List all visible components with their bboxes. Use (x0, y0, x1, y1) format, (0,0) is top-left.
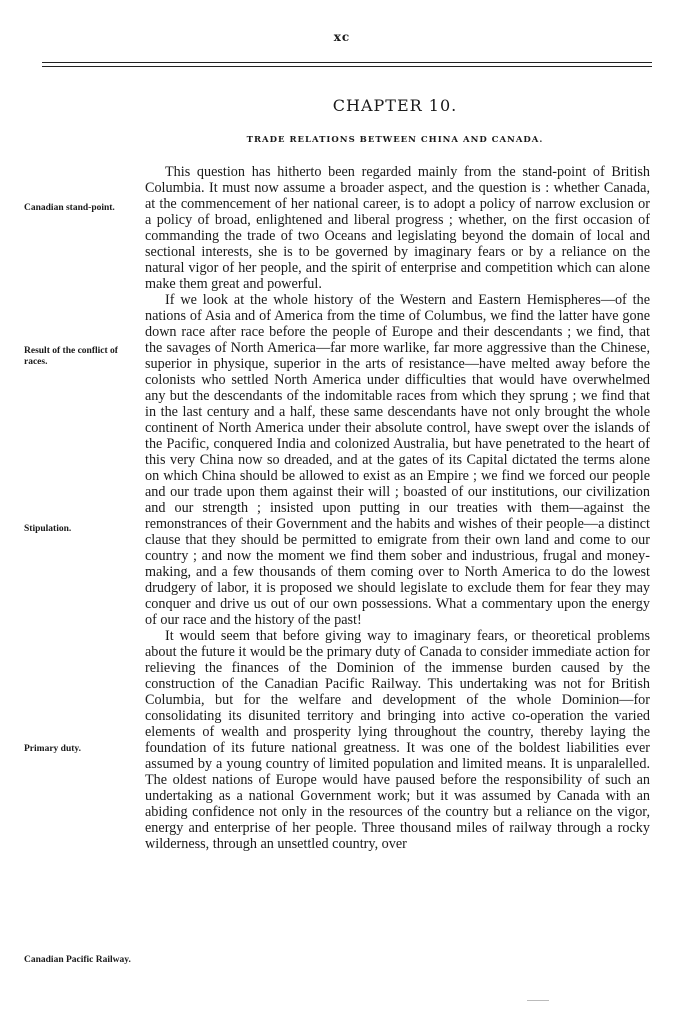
header-rule-bottom (42, 66, 652, 67)
paragraph-3: It would seem that before giving way to imaginary fears, or theoretical problems about the future it would be the primary duty of Canada to consider immediate action for relieving the finances of the Dominion of the immense burden caused by the construction of the Canadian Pacific Railway. This undertaking was not for British Columbia, but for the welfare and development of the whole Dominion—for consolidating its disunited territory and bringing into active co-operation the varied elements of wealth and prosperity lying throughout the country, thereby laying the foundation of its future national greatness. It was one of the boldest liabilities ever assumed by a young country of limited population and limited means. It is unparalelled. The oldest nations of Europe would have paused before the responsibility of such an undertaking as a national Government work; but it was assumed by Canada with an abiding confidence not only in the resources of the country but a reliance on the vigor, energy and enterprise of her people. Three thousand miles of railway through a rocky wilderness, through an unsettled country, over (145, 628, 650, 852)
body-text (145, 164, 650, 852)
margin-note-canadian-standpoint: Canadian stand-point. (24, 203, 115, 213)
chapter-title: CHAPTER 10. (332, 96, 458, 115)
margin-note-canadian-pacific-railway: Canadian Pacific Railway. (24, 955, 131, 965)
margin-note-stipulation: Stipulation. (24, 524, 72, 534)
chapter-subtitle: TRADE RELATIONS BETWEEN CHINA AND CANADA. (246, 135, 544, 145)
paragraph-1: This question has hitherto been regarded mainly from the stand-point of British Columbia. It must now assume a broader aspect, and the question is : whether Canada, at the commencement of her national career, is to adopt a policy of narrow exclusion or a policy of broad, enlightened and liberal progress ; whether, on the first occasion of commanding the trade of two Oceans and legislating beyond the domain of local and sectional interests, she is to be governed by imaginary fears or by a reliance on the natural vigor of her people, and the spirit of enterprise and competition which can alone make them great and powerful. (145, 164, 650, 292)
page-number: xc (333, 30, 351, 44)
footer-mark (527, 1000, 549, 1001)
margin-note-conflict-of-races: Result of the conflict of races. (24, 346, 118, 367)
margin-note-primary-duty: Primary duty. (24, 744, 81, 754)
paragraph-2: If we look at the whole history of the Western and Eastern Hemispheres—of the nations of Asia and of America from the time of Columbus, we find the latter have gone down race after race before the people of Europe and their descendants ; we find, that the savages of North America—far more warlike, far more aggressive than the Chinese, superior in physique, superior in the arts of resistance—have melted away before the colonists who settled North America under difficulties that would have overwhelmed any but the descendants of the indomitable races from which they sprung ; we find that in the last century and a half, these same descendants have not only brought the whole continent of North America under their absolute control, have swept over the islands of the Pacific, conquered India and colonized Australia, but have penetrated to the heart of this very China now so dreaded, and at the gates of its Capital dictated the terms alone on which China should be allowed to exist as an Empire ; we find we forced our people and our trade upon them against their will ; boasted of our institutions, our civilization and our strength ; insisted upon putting in our treaties with them—against the remonstrances of their Government and the habits and wishes of their people—a distinct clause that they should be permitted to emigrate from their own land and come to our country ; and now the moment we find them sober and industrious, frugal and money-making, and a few thousands of them coming over to North America to do the lowest drudgery of labor, it is proposed we should legislate to exclude them for fear they may conquer and drive us out of our own possessions. What a commentary upon the energy of our race and the history of the past! (145, 292, 650, 628)
header-rule-top (42, 62, 652, 63)
